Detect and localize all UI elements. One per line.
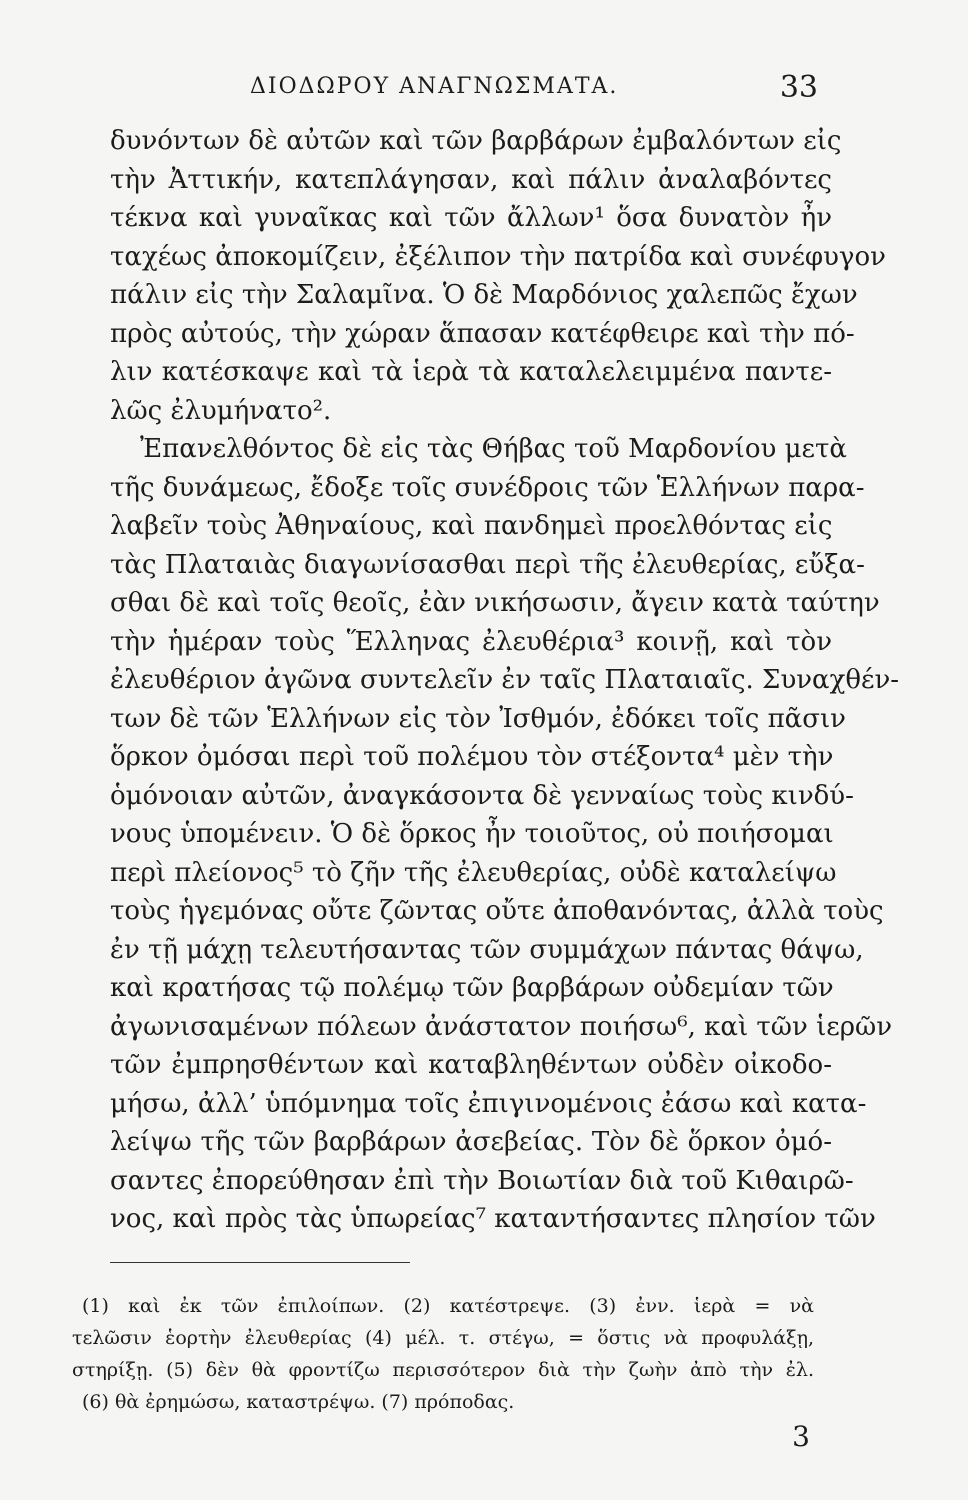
text-line: λιν κατέσκαψε καὶ τὰ ἱερὰ τὰ καταλελειμμένα παντε- <box>110 357 832 387</box>
text-line: πρὸς αὐτούς, τὴν χώραν ἅπασαν κατέφθειρε καὶ τὴν πό- <box>110 318 855 349</box>
footnote-line: (6) θὰ ἐρημώσω, καταστρέψω. (7) πρόποδας. <box>82 1391 515 1413</box>
text-line: περὶ πλείονος⁵ τὸ ζῆν τῆς ἐλευθερίας, οὐδὲ καταλείψω <box>110 857 837 888</box>
text-line: τὴν Ἀττικήν, κατεπλάγησαν, καὶ πάλιν ἀναλαβόντες <box>110 164 832 195</box>
text-line: Ἐπανελθόντος δὲ εἰς τὰς Θήβας τοῦ Μαρδονίου μετὰ <box>140 434 847 464</box>
text-line: ἐν τῇ μάχῃ τελευτήσαντας τῶν συμμάχων πάντας θάψω, <box>110 934 864 965</box>
footnote-line: τελῶσιν ἑορτὴν ἐλευθερίας (4) μέλ. τ. στέγω, = ὅστις νὰ προφυλάξῃ, <box>72 1327 814 1349</box>
text-line: σαντες ἐπορεύθησαν ἐπὶ τὴν Βοιωτίαν διὰ τοῦ Κιθαιρῶ- <box>110 1165 854 1196</box>
text-line: νος, καὶ πρὸς τὰς ὑπωρείας⁷ καταντήσαντες πλησίον τῶν <box>110 1204 876 1234</box>
text-line: ταχέως ἀποκομίζειν, ἐξέλιπον τὴν πατρίδα καὶ συνέφυγον <box>110 241 886 272</box>
text-line: λῶς ἐλυμήνατο². <box>110 395 332 426</box>
text-line: των δὲ τῶν Ἑλλήνων εἰς τὸν Ἰσθμόν, ἐδόκει τοῖς πᾶσιν <box>110 703 846 734</box>
text-line: πάλιν εἰς τὴν Σαλαμῖνα. Ὁ δὲ Μαρδόνιος χαλεπῶς ἔχων <box>110 280 858 310</box>
text-line: τῶν ἐμπρησθέντων καὶ καταβληθέντων οὐδὲν οἰκοδο- <box>110 1050 832 1080</box>
text-line: νους ὑπομένειν. Ὁ δὲ ὅρκος ἦν τοιοῦτος, οὐ ποιήσομαι <box>110 819 834 849</box>
footnotes <box>72 1290 814 1418</box>
text-line: ὅρκον ὀμόσαι περὶ τοῦ πολέμου τὸν στέξοντα⁴ μὲν τὴν <box>110 742 834 772</box>
text-line: καὶ κρατήσας τῷ πολέμῳ τῶν βαρβάρων οὐδεμίαν τῶν <box>110 973 834 1003</box>
signature-mark: 3 <box>792 1420 810 1453</box>
text-line: ἀγωνισαμένων πόλεων ἀνάστατον ποιήσω⁶, καὶ τῶν ἱερῶν <box>110 1011 893 1042</box>
body-text <box>110 122 900 1239</box>
text-line: ἐλευθέριον ἀγῶνα συντελεῖν ἐν ταῖς Πλαταιαῖς. Συναχθέν- <box>110 665 900 695</box>
text-line: τέκνα καὶ γυναῖκας καὶ τῶν ἄλλων¹ ὅσα δυνατὸν ἦν <box>110 203 832 233</box>
text-line: δυνόντων δὲ αὐτῶν καὶ τῶν βαρβάρων ἐμβαλόντων εἰς <box>110 126 842 156</box>
text-line: λαβεῖν τοὺς Ἀθηναίους, καὶ πανδημεὶ προελθόντας εἰς <box>110 511 833 541</box>
footnote-line: στηρίξῃ. (5) δὲν θὰ φροντίζω περισσότερον διὰ τὴν ζωὴν ἀπὸ τὴν ἐλ. <box>72 1359 814 1381</box>
running-title: ΔΙΟΔΩΡΟΥ ΑΝΑΓΝΩΣΜΑΤΑ. <box>250 74 619 99</box>
text-line: μήσω, ἀλλ’ ὑπόμνημα τοῖς ἐπιγινομένοις ἐάσω καὶ κατα- <box>110 1088 867 1119</box>
footnote-line: (1) καὶ ἐκ τῶν ἐπιλοίπων. (2) κατέστρεψε. (3) ἐνν. ἱερὰ = νὰ <box>82 1295 814 1317</box>
page-number: 33 <box>779 70 818 105</box>
text-line: τῆς δυνάμεως, ἔδοξε τοῖς συνέδροις τῶν Ἑλλήνων παρα- <box>110 472 865 503</box>
text-line: ὁμόνοιαν αὐτῶν, ἀναγκάσοντα δὲ γενναίως τοὺς κινδύ- <box>110 780 854 811</box>
text-line: τοὺς ἡγεμόνας οὔτε ζῶντας οὔτε ἀποθανόντας, ἀλλὰ τοὺς <box>110 896 884 926</box>
footnote-divider <box>110 1262 410 1263</box>
text-line: τὴν ἡμέραν τοὺς Ἕλληνας ἐλευθέρια³ κοινῇ, καὶ τὸν <box>110 626 832 657</box>
text-line: τὰς Πλαταιὰς διαγωνίσασθαι περὶ τῆς ἐλευθερίας, εὔξα- <box>110 549 865 580</box>
text-line: σθαι δὲ καὶ τοῖς θεοῖς, ἐὰν νικήσωσιν, ἄγειν κατὰ ταύτην <box>110 588 880 618</box>
running-header <box>250 70 818 110</box>
text-line: λείψω τῆς τῶν βαρβάρων ἀσεβείας. Τὸν δὲ ὅρκον ὀμό- <box>110 1127 832 1157</box>
